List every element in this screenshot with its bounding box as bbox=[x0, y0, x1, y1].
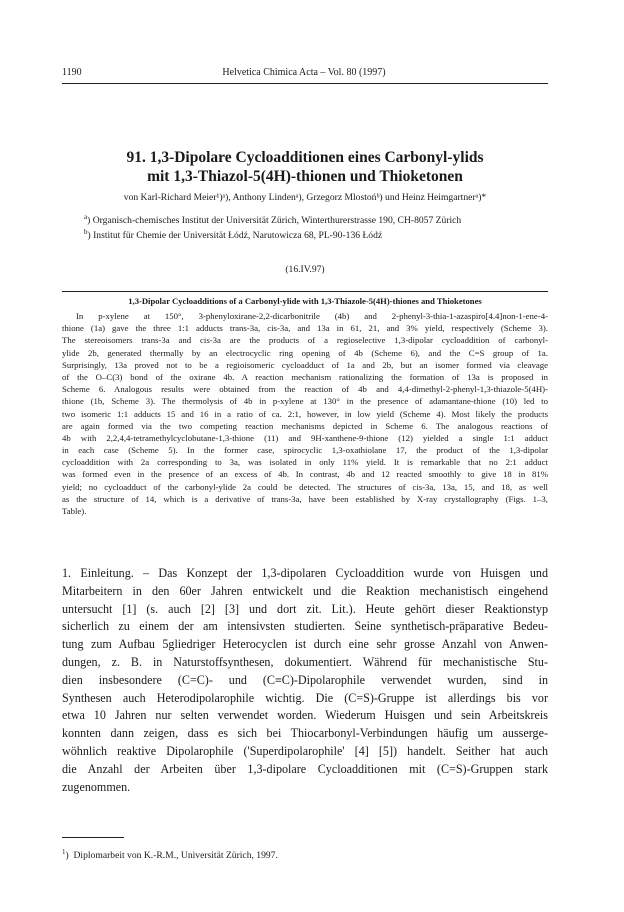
body-line: Mitarbeitern in den 60er Jahren entwickelt und die Reaktion mechanistisch eingehend bbox=[62, 583, 548, 598]
abstract-line: Table). bbox=[62, 506, 87, 516]
abstract-line: ylide 2b, generated thermally by an electrocyclic ring opening of 4b (Scheme 6), and the C=S group of 1a. bbox=[62, 347, 548, 358]
footnote-mark: 1 bbox=[62, 848, 66, 856]
abstract-line: thione (1b, Scheme 3). The thermolysis of 4b in p-xylene at 130° in the presence of adamantane-thione (10) led to bbox=[62, 396, 548, 407]
article-title bbox=[62, 148, 548, 186]
abstract-line: yield; no cycloadduct of the carbonyl-ylide 2a could be detected. The structures of cis-3a, 13a, 15, and 18, as well bbox=[62, 481, 548, 492]
affiliation-text: Institut für Chemie der Universität Łódź, Narutowicza 68, PL-90-136 Łódź bbox=[93, 230, 383, 242]
abstract-line: cycloaddition with 2a corresponding to 3a, was isolated in only 11% yield. It is remarkable that no 2:1 adduct bbox=[62, 457, 548, 468]
footnote-rule bbox=[62, 837, 124, 838]
body-line: dien insbesondere (C=C)- und (C≡C)-Dipolarophile verwendet wurden, sind in bbox=[62, 672, 548, 687]
running-head bbox=[62, 66, 546, 80]
abstract-line: was formed even in the presence of an excess of 4b. In contrast, 4b and 12 reacted smoothly to give 18 in 81% bbox=[62, 469, 548, 480]
title-line-1: 91. 1,3-Dipolare Cycloadditionen eines Carbonyl-ylids bbox=[126, 149, 484, 166]
body-line: zugenommen. bbox=[62, 779, 131, 794]
abstract-line: of the O–C(3) bond of the oxirane 4b. A reaction mechanism rationalizing the formation of 13a is proposed in bbox=[62, 371, 548, 382]
affiliation-b: $^b$) Institut für Chemie der Universität Łódź, Narutowicza 68, PL-90-136 Łódź bbox=[84, 228, 383, 242]
abstract-line: In p-xylene at 150°, 3-phenyloxirane-2,2-dicarbonitrile (4b) and 2-phenyl-3-thia-1-azaspiro[4.4]non-1-ene-4- bbox=[76, 311, 548, 321]
footnote: $^1$) Diplomarbeit von K.-R.M., Universität Zürich, 1997. bbox=[62, 848, 278, 862]
page-number: 1190 bbox=[62, 67, 82, 78]
body-line: untersucht [1] (s. auch [2] [3] und dort zit. Lit.). Heute gehört dieser Reaktionstyp bbox=[62, 601, 548, 616]
abstract-line: Scheme 6. Analogous results were obtained from the reaction of 4b and 4,4-dimethyl-2-phenyl-1,3-thiazole-5(4H)- bbox=[62, 384, 548, 395]
abstract-line: as the structure of 14, which is a derivative of trans-3a, have been established by X-ray crystallography (Figs. 1–3, bbox=[62, 493, 548, 504]
abstract-title: 1,3-Dipolar Cycloadditions of a Carbonyl-ylide with 1,3-Thiazole-5(4H)-thiones and Thioketones bbox=[128, 296, 482, 306]
affiliation-text: Organisch-chemisches Institut der Universität Zürich, Winterthurerstrasse 190, CH-8057 Zürich bbox=[92, 215, 462, 227]
body-line: dungen, z. B. in Naturstoffsynthesen, dokumentiert. Während für mechanistische Stu- bbox=[62, 654, 548, 669]
body-line: konnten dann zeigen, dass es sich bei Thiocarbonyl-Verbindungen häufig um ausserge- bbox=[62, 726, 548, 741]
affiliation-a: $^a$) Organisch-chemisches Institut der Universität Zürich, Winterthurerstrasse 190, CH-8057 Zürich bbox=[84, 213, 462, 227]
author-list: von Karl-Richard Meier¹)ᵃ), Anthony Lindenᵃ), Grzegorz Mlostońᵇ) und Heinz Heimgartnerᵃ)* bbox=[123, 192, 487, 203]
abstract-line: in each case (Scheme 5). In the former case, spirocyclic 1,3-oxathiolane 17, the product of the 1,3-dipolar bbox=[62, 445, 548, 456]
affiliation-mark: a bbox=[84, 213, 88, 221]
title-line-2: mit 1,3-Thiazol-5(4H)-thionen und Thioketonen bbox=[147, 168, 463, 185]
received-date: (16.IV.97) bbox=[285, 264, 325, 275]
abstract-line: The stereoisomers trans-3a and cis-3a are the products of a regioselective 1,3-dipolar cycloaddition of carbonyl- bbox=[62, 335, 548, 346]
abstract-rule bbox=[62, 291, 548, 292]
abstract-text bbox=[62, 310, 548, 517]
body-line: etwa 10 Jahren nur selten verwendet worden. Wiederum Huisgen und sein Arbeitskreis bbox=[62, 708, 548, 723]
body-line: wöhnlich reaktive Dipolarophile ('Superdipolarophile' [4] [5]) handelt. Seither hat auch bbox=[62, 743, 548, 758]
affiliation-mark: b bbox=[84, 228, 88, 236]
header-rule bbox=[62, 83, 548, 84]
body-line: tung zum Aufbau 5gliedriger Heterocyclen ist durch eine sehr grosse Anzahl von Anwen- bbox=[62, 637, 548, 652]
body-line: sicherlich zu einem der am intensivsten studierten. Seine synthetisch-präparative Bedeu- bbox=[62, 619, 548, 634]
abstract-line: two isomeric 1:1 adducts 15 and 16 in a ratio of ca. 2:1, however, in low yield (Scheme 4). Most likely the products bbox=[62, 408, 548, 419]
body-line: die Anzahl der Arbeiten über 1,3-dipolare Cycloadditionen mit (C=S)-Gruppen stark bbox=[62, 761, 548, 776]
introduction-text bbox=[62, 565, 548, 796]
abstract-line: are again formed via the two competing reaction mechanisms depicted in Scheme 6. The analogous reactions of bbox=[62, 420, 548, 431]
abstract-line: 4b with 2,2,4,4-tetramethylcyclobutane-1,3-thione (11) and 9H-xanthene-9-thione (12) yielded a single 1:1 adduct bbox=[62, 432, 548, 443]
body-line: 1. Einleitung. – Das Konzept der 1,3-dipolaren Cycloaddition wurde von Huisgen und bbox=[62, 566, 548, 580]
body-line: Synthesen auch Heterodipolarophile wichtig. Die (C=S)-Gruppe ist allerdings bis vor bbox=[62, 690, 548, 705]
journal-name: Helvetica Chimica Acta – Vol. 80 (1997) bbox=[222, 67, 386, 78]
abstract-line: thione (1a) gave the three 1:1 adducts trans-3a, cis-3a, and 13a in 61, 21, and 3% yield, respectively (Scheme 3). bbox=[62, 323, 548, 334]
abstract-line: Surprisingly, 13a proved not to be a regioisomeric cycloadduct of 1a and 2b, but an isomer formed via cleavage bbox=[62, 359, 548, 370]
footnote-text: Diplomarbeit von K.-R.M., Universität Zürich, 1997. bbox=[73, 850, 278, 862]
